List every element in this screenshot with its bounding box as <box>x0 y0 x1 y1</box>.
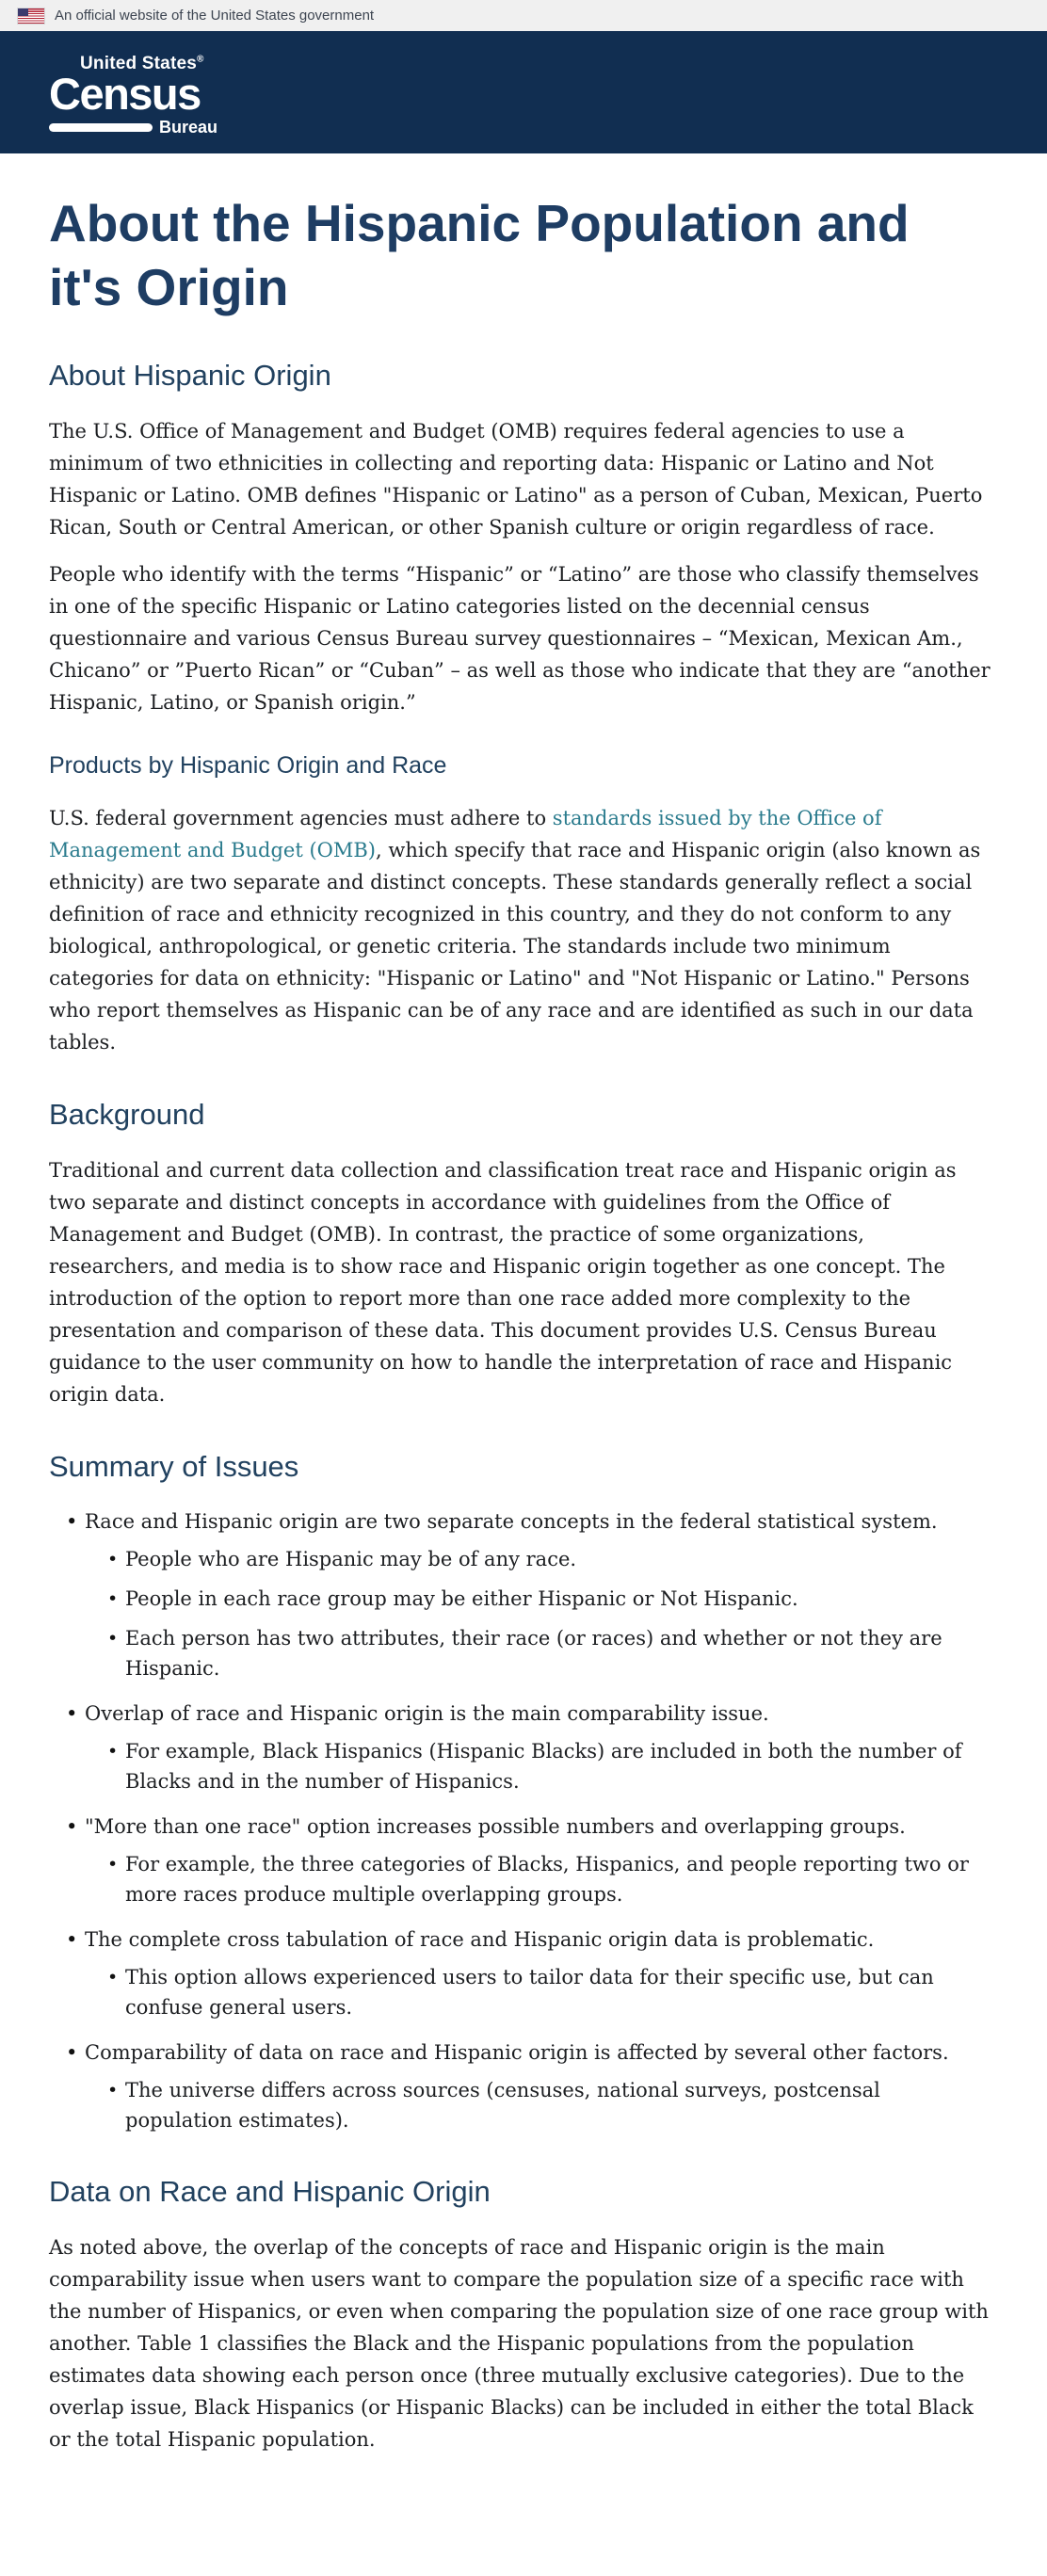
heading-products-by-hispanic-origin-and-race: Products by Hispanic Origin and Race <box>49 752 447 779</box>
sub-list <box>85 2075 991 2135</box>
list-item <box>49 2037 991 2135</box>
logo-bottom-row <box>49 118 256 137</box>
paragraph: The U.S. Office of Management and Budget (OMB) requires federal agencies to use a minimum of two ethnicities in collecting and reporting data: Hispanic or Latino and Not Hispanic or Latino. OMB defines "Hispanic or Latino" as a person of Cuban, Mexican, Puerto Rican, South or Central American, or other Spanish culture or origin regardless of race. <box>49 420 983 539</box>
logo-bureau: Bureau <box>159 118 218 137</box>
census-bureau-logo[interactable] <box>49 54 256 137</box>
paragraph: Traditional and current data collection and classification treat race and Hispanic origin as two separate and distinct concepts in accordance with guidelines from the Office of Management and Budget (OMB). In contrast, the practice of some organizations, researchers, and media is to show race and Hispanic origin together as one concept. The introduction of the option to report more than one race added more complexity to the presentation and comparison of these data. This document provides U.S. Census Bureau guidance to the user community on how to handle the interpretation of race and Hispanic origin data. <box>49 1159 957 1406</box>
registered-trademark-icon: ® <box>197 54 204 65</box>
paragraph <box>49 802 991 1058</box>
sub-list <box>85 1849 991 1909</box>
page-title: About the Hispanic Population and it's Origin <box>49 194 910 316</box>
heading-about-hispanic-origin: About Hispanic Origin <box>49 359 331 392</box>
list-item <box>49 1811 991 1909</box>
sub-list <box>85 1736 991 1796</box>
logo-underline-bar <box>49 123 153 132</box>
list-item-text: Race and Hispanic origin are two separate concepts in the federal statistical system. <box>85 1510 938 1533</box>
sub-list <box>85 1962 991 2022</box>
summary-of-issues-list <box>49 1506 991 2135</box>
sub-list-item: • Each person has two attributes, their race (or races) and whether or not they are Hispanic. <box>85 1623 991 1683</box>
list-item <box>49 1506 991 1683</box>
sub-list-item: • For example, Black Hispanics (Hispanic Blacks) are included in both the number of Blacks and in the number of Hispanics. <box>85 1736 991 1796</box>
list-item-text: The complete cross tabulation of race and Hispanic origin data is problematic. <box>85 1928 875 1951</box>
logo-united-states: United States® <box>80 54 204 73</box>
us-flag-icon <box>18 8 44 24</box>
list-item-text: Overlap of race and Hispanic origin is the main comparability issue. <box>85 1702 769 1725</box>
heading-summary-of-issues: Summary of Issues <box>49 1450 299 1483</box>
sub-list-item: • People in each race group may be either Hispanic or Not Hispanic. <box>85 1584 991 1614</box>
paragraph-text: U.S. federal government agencies must adhere to <box>49 807 553 829</box>
list-item-text: Comparability of data on race and Hispanic origin is affected by several other factors. <box>85 2041 949 2064</box>
sub-list-item: • This option allows experienced users to tailor data for their specific use, but can confuse general users. <box>85 1962 991 2022</box>
sub-list-item: • For example, the three categories of Blacks, Hispanics, and people reporting two or more races produce multiple overlapping groups. <box>85 1849 991 1909</box>
list-item <box>49 1699 991 1796</box>
sub-list <box>85 1544 991 1683</box>
sub-list-item: • People who are Hispanic may be of any race. <box>85 1544 991 1574</box>
heading-data-on-race-and-hispanic-origin: Data on Race and Hispanic Origin <box>49 2175 491 2208</box>
paragraph-text: , which specify that race and Hispanic origin (also known as ethnicity) are two separate and distinct concepts. These standards generally reflect a social definition of race and ethnicity recognized in this country, and they do not conform to any biological, anthropological, or genetic criteria. The standards include two minimum categories for data on ethnicity: "Hispanic or Latino" and "Not Hispanic or Latino." Persons who report themselves as Hispanic can be of any race and are identified as such in our data tables. <box>49 839 981 1054</box>
logo-census: Census <box>49 69 201 119</box>
omb-standards-link[interactable]: standards issued by the Office of Management and Budget (OMB) <box>49 807 882 861</box>
gov-banner <box>0 0 1047 31</box>
heading-background: Background <box>49 1098 205 1131</box>
paragraph: As noted above, the overlap of the concepts of race and Hispanic origin is the main comparability issue when users want to compare the population size of a specific race with the number of Hispanics, or even when comparing the population size of one race group with another. Table 1 classifies the Black and the Hispanic populations from the population estimates data showing each person once (three mutually exclusive categories). Due to the overlap issue, Black Hispanics (or Hispanic Blacks) can be included in either the total Black or the total Hispanic population. <box>49 2236 989 2451</box>
paragraph: People who identify with the terms “Hispanic” or “Latino” are those who classify themselves in one of the specific Hispanic or Latino categories listed on the decennial census questionnaire and various Census Bureau survey questionnaires – “Mexican, Mexican Am., Chicano” or ”Puerto Rican” or “Cuban” – as well as those who indicate that they are “another Hispanic, Latino, or Spanish origin.” <box>49 563 991 714</box>
gov-banner-text: An official website of the United States government <box>55 8 375 24</box>
list-item <box>49 1924 991 2022</box>
sub-list-item: • The universe differs across sources (censuses, national surveys, postcensal population estimates). <box>85 2075 991 2135</box>
site-header <box>0 31 1047 153</box>
article-content <box>0 191 1047 2455</box>
list-item-text: "More than one race" option increases possible numbers and overlapping groups. <box>85 1815 906 1838</box>
